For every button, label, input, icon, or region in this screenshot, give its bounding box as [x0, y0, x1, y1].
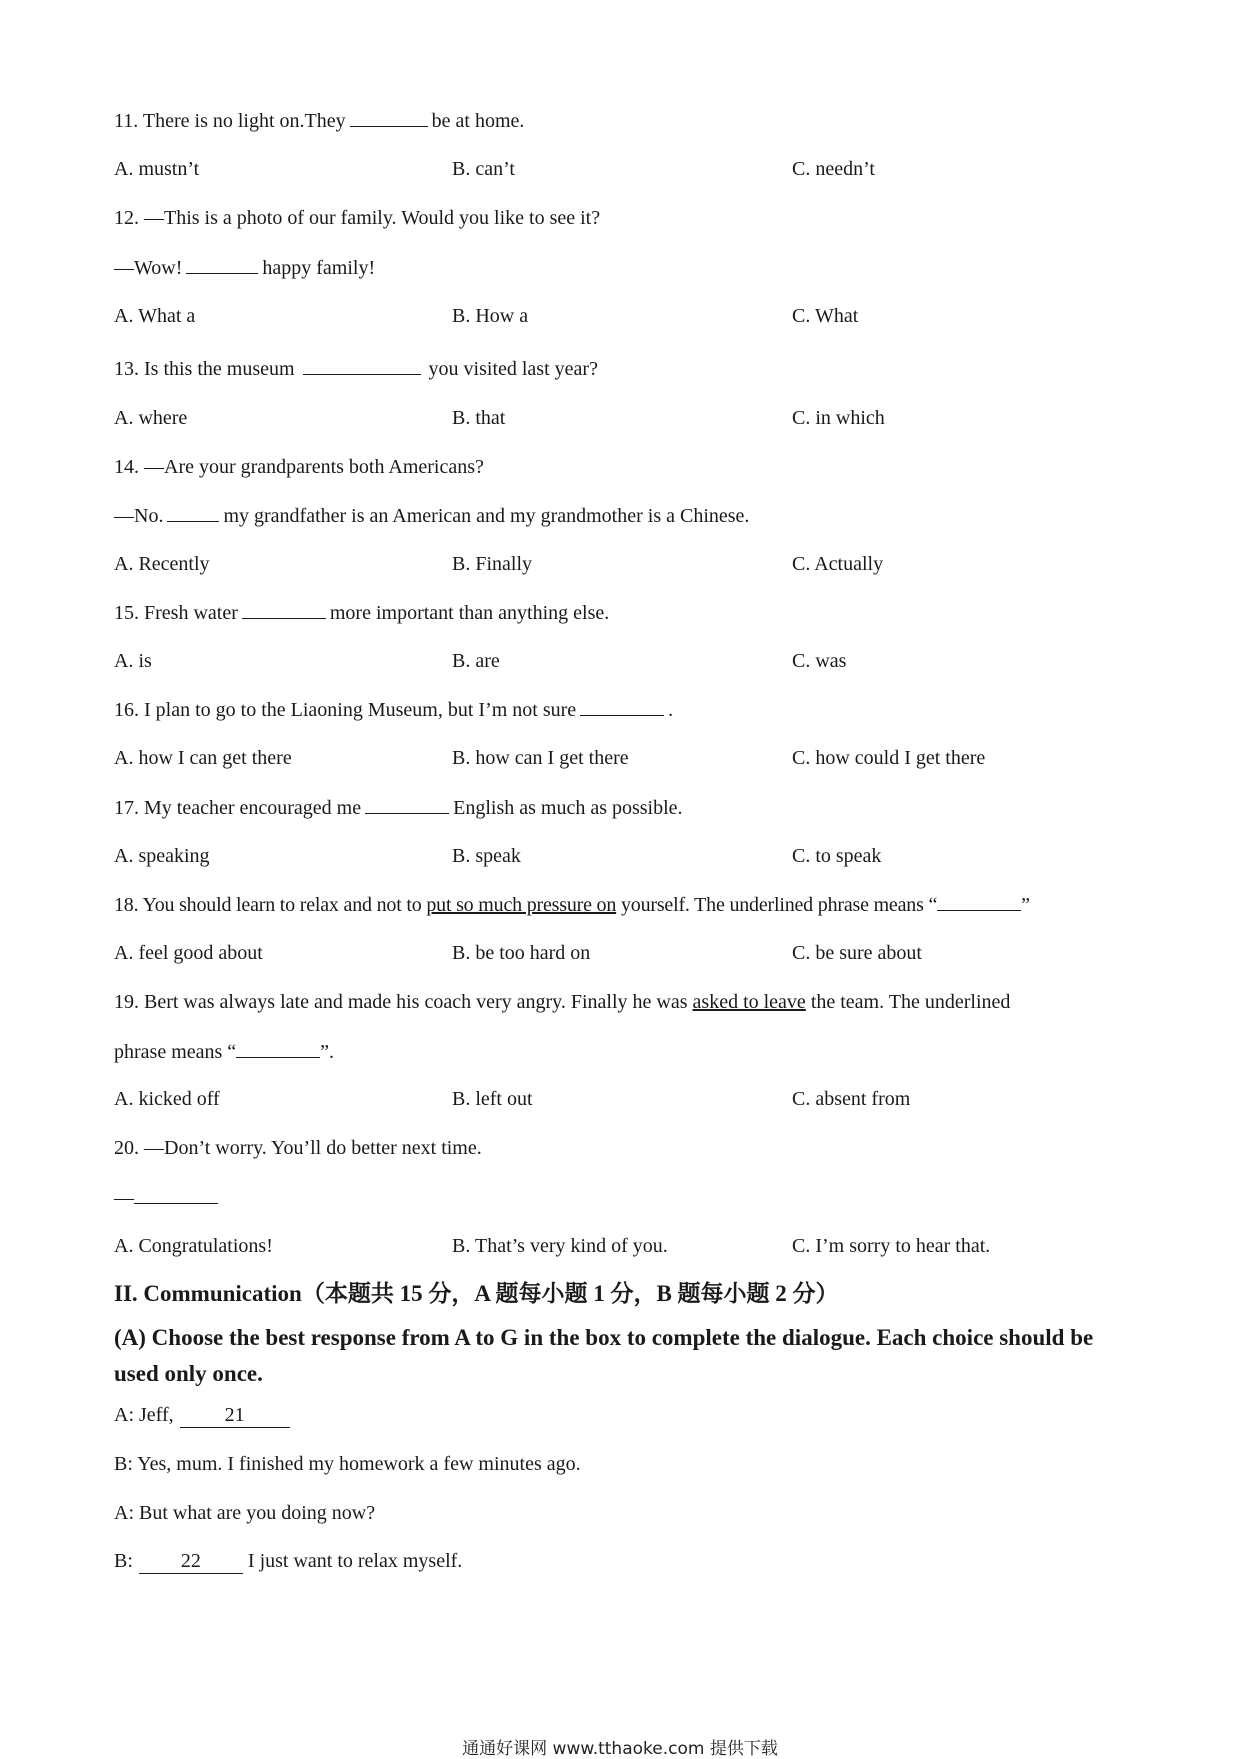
q17-option-a: A. speaking — [114, 845, 210, 867]
question-20: 20. —Don’t worry. You’ll do better next time. — [114, 1137, 482, 1159]
question-11: 11. There is no light on.They be at home. — [114, 110, 525, 132]
q18-option-c: C. be sure about — [792, 942, 922, 964]
question-19-continued: phrase means “ ”. — [114, 1041, 335, 1063]
q14-option-b: B. Finally — [452, 553, 533, 575]
underlined-phrase: put so much pressure on — [426, 894, 617, 916]
q13-option-c: C. in which — [792, 407, 885, 429]
question-14-response: —No. my grandfather is an American and my grandmother is a Chinese. — [114, 505, 750, 527]
q11-option-a: A. mustn’t — [114, 158, 200, 180]
q11-option-c: C. needn’t — [792, 158, 875, 180]
question-18: 18. You should learn to relax and not to put so much pressure on yourself. The underlined phrase means “ ” — [114, 894, 1030, 916]
question-17: 17. My teacher encouraged me English as much as possible. — [114, 797, 683, 819]
q16-option-a: A. how I can get there — [114, 747, 292, 769]
q20-option-a: A. Congratulations! — [114, 1235, 273, 1257]
answer-blank — [580, 697, 664, 716]
q20-option-c: C. I’m sorry to hear that. — [792, 1235, 991, 1257]
footer-watermark: 通通好课网 www.tthaoke.com 提供下载 — [462, 1739, 778, 1759]
underlined-phrase: asked to leave — [692, 991, 806, 1013]
dialogue-line-4: B: 22 I just want to relax myself. — [114, 1550, 463, 1572]
answer-blank — [303, 356, 421, 375]
q17-option-b: B. speak — [452, 845, 521, 867]
question-16: 16. I plan to go to the Liaoning Museum, but I’m not sure . — [114, 699, 674, 721]
q11-option-b: B. can’t — [452, 158, 515, 180]
q16-option-b: B. how can I get there — [452, 747, 629, 769]
section-2-title: II. Communication（本题共 15 分，A 题每小题 1 分，B 题每小题 2 分） — [114, 1281, 839, 1306]
q13-option-b: B. that — [452, 407, 506, 429]
q15-option-c: C. was — [792, 650, 847, 672]
answer-blank — [937, 892, 1021, 911]
answer-blank — [242, 600, 326, 619]
q13-option-a: A. where — [114, 407, 188, 429]
dialogue-line-2: B: Yes, mum. I finished my homework a few minutes ago. — [114, 1453, 581, 1475]
q15-option-a: A. is — [114, 650, 152, 672]
answer-blank — [236, 1039, 320, 1058]
q19-option-b: B. left out — [452, 1088, 533, 1110]
question-13: 13. Is this the museum you visited last year? — [114, 358, 598, 380]
q19-option-a: A. kicked off — [114, 1088, 220, 1110]
dialogue-line-1: A: Jeff, 21 — [114, 1403, 290, 1428]
question-12: 12. —This is a photo of our family. Would you like to see it? — [114, 207, 601, 229]
q12-option-c: C. What — [792, 305, 859, 327]
answer-blank — [134, 1185, 218, 1204]
dialogue-line-3: A: But what are you doing now? — [114, 1502, 376, 1524]
answer-blank — [167, 503, 219, 522]
answer-blank — [350, 108, 428, 127]
question-12-response: —Wow! happy family! — [114, 257, 376, 279]
question-15: 15. Fresh water more important than anything else. — [114, 602, 610, 624]
q19-option-c: C. absent from — [792, 1088, 911, 1110]
question-14: 14. —Are your grandparents both Americans? — [114, 456, 484, 478]
question-20-response: — — [114, 1185, 218, 1210]
q15-option-b: B. are — [452, 650, 500, 672]
section-2-instructions: (A) Choose the best response from A to G in the box to complete the dialogue. Each choice should be used only once. — [114, 1325, 1094, 1386]
blank-21: 21 — [180, 1403, 290, 1428]
answer-blank — [365, 795, 449, 814]
q14-option-c: C. Actually — [792, 553, 884, 575]
q12-option-b: B. How a — [452, 305, 529, 327]
q18-option-a: A. feel good about — [114, 942, 263, 964]
question-19: 19. Bert was always late and made his coach very angry. Finally he was asked to leave the team. The underlined — [114, 991, 1011, 1013]
q18-option-b: B. be too hard on — [452, 942, 591, 964]
q14-option-a: A. Recently — [114, 553, 210, 575]
q17-option-c: C. to speak — [792, 845, 882, 867]
q20-option-b: B. That’s very kind of you. — [452, 1235, 668, 1257]
answer-blank — [186, 255, 258, 274]
blank-22: 22 — [139, 1549, 243, 1574]
q16-option-c: C. how could I get there — [792, 747, 986, 769]
q12-option-a: A. What a — [114, 305, 196, 327]
